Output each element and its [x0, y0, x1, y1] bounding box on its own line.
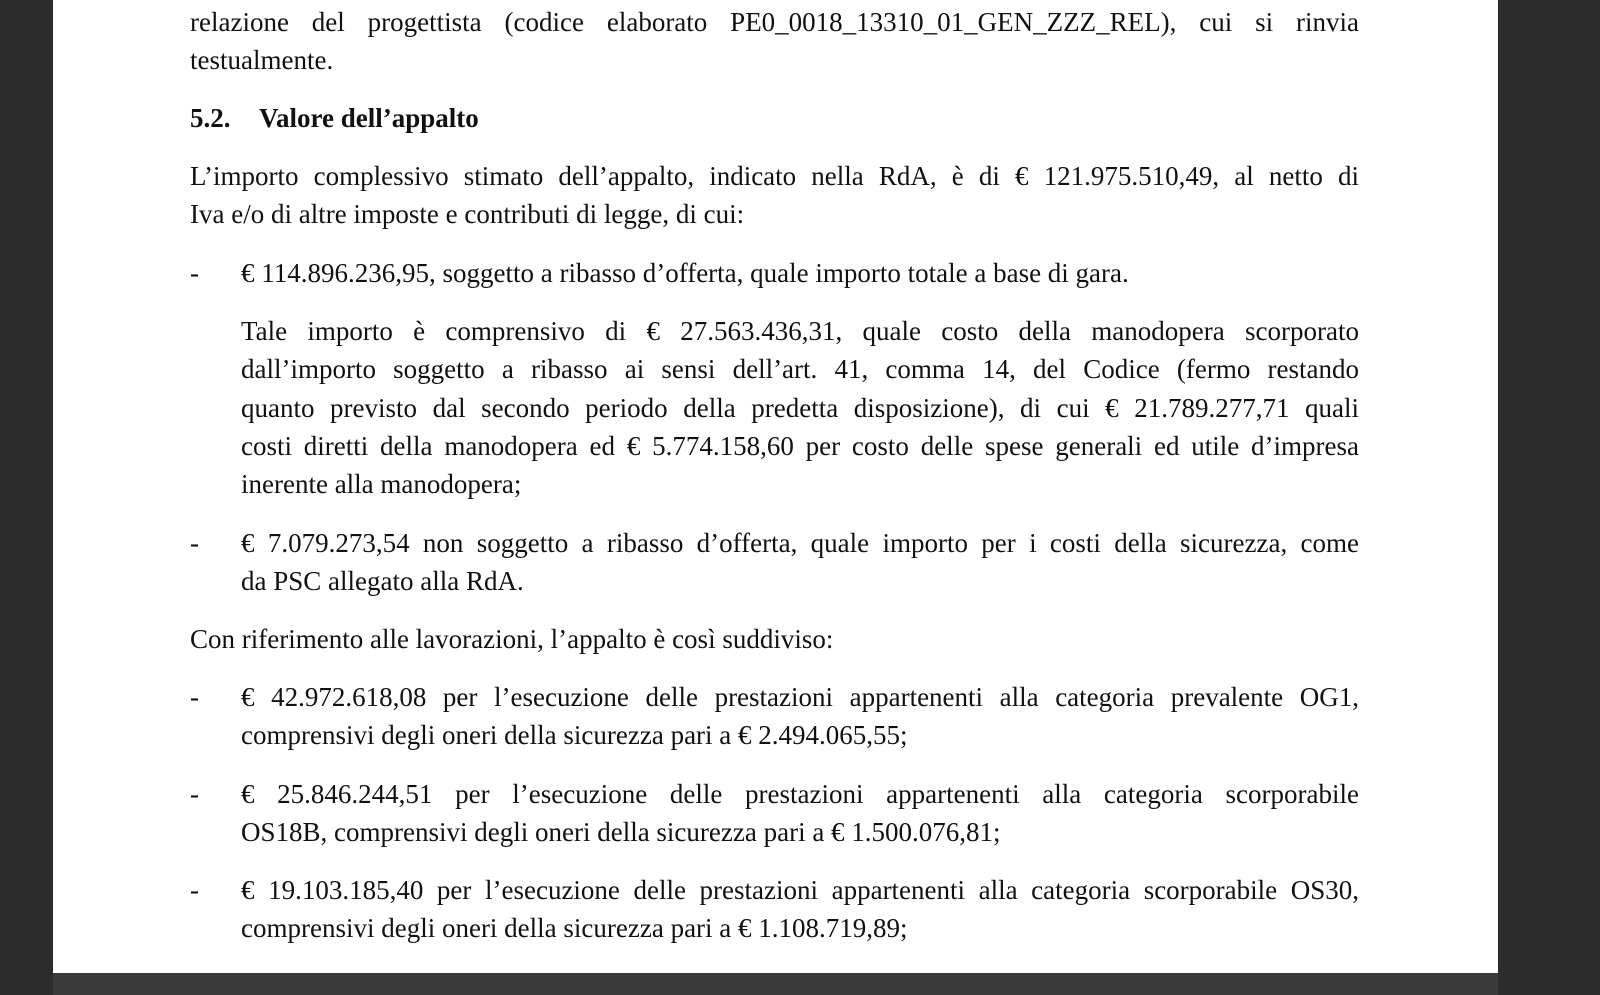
bullet-5-marker: -	[190, 875, 199, 905]
viewer-bottom-edge	[53, 973, 1498, 995]
viewer-left-margin	[0, 0, 53, 995]
intro-line-2: testualmente.	[190, 45, 334, 75]
section-title: Valore dell’appalto	[259, 103, 479, 133]
para1-line-1: L’importo complessivo stimato dell’appalto, indicato nella RdA, è di € 121.975.510,49, al netto di	[190, 161, 1359, 191]
bullet-1-sub-line-1: Tale importo è comprensivo di € 27.563.436,31, quale costo della manodopera scorporato	[241, 316, 1359, 346]
para1-line-2: Iva e/o di altre imposte e contributi di legge, di cui:	[190, 199, 745, 229]
bullet-1-sub-line-4: costi diretti della manodopera ed € 5.774.158,60 per costo delle spese generali ed utile d’impresa	[241, 431, 1359, 461]
bullet-2-line-2: da PSC allegato alla RdA.	[241, 566, 524, 596]
bullet-2-marker: -	[190, 528, 199, 558]
bullet-5-line-2: comprensivi degli oneri della sicurezza pari a € 1.108.719,89;	[241, 913, 908, 943]
bullet-3-line-1: € 42.972.618,08 per l’esecuzione delle prestazioni appartenenti alla categoria prevalente OG1,	[241, 682, 1359, 712]
bullet-4-line-2: OS18B, comprensivi degli oneri della sicurezza pari a € 1.500.076,81;	[241, 817, 1001, 847]
para2-line-1: Con riferimento alle lavorazioni, l’appalto è così suddiviso:	[190, 624, 834, 654]
bullet-3-marker: -	[190, 682, 199, 712]
bullet-4-marker: -	[190, 779, 199, 809]
bullet-1-sub-line-3: quanto previsto dal secondo periodo della predetta disposizione), di cui € 21.789.277,71 quali	[241, 393, 1359, 423]
document-page	[53, 0, 1498, 973]
bullet-4-line-1: € 25.846.244,51 per l’esecuzione delle prestazioni appartenenti alla categoria scorporabile	[241, 779, 1359, 809]
bullet-1-sub-line-2: dall’importo soggetto a ribasso ai sensi dell’art. 41, comma 14, del Codice (fermo restando	[241, 354, 1359, 384]
bullet-2-line-1: € 7.079.273,54 non soggetto a ribasso d’offerta, quale importo per i costi della sicurezza, come	[241, 528, 1359, 558]
intro-line-1: relazione del progettista (codice elaborato PE0_0018_13310_01_GEN_ZZZ_REL), cui si rinvia	[190, 7, 1359, 37]
bullet-1-sub-line-5: inerente alla manodopera;	[241, 469, 522, 499]
bullet-5-line-1: € 19.103.185,40 per l’esecuzione delle prestazioni appartenenti alla categoria scorporabile OS30,	[241, 875, 1359, 905]
bullet-1-marker: -	[190, 258, 199, 288]
section-number: 5.2.	[190, 103, 231, 133]
viewer-right-margin	[1498, 0, 1600, 995]
bullet-3-line-2: comprensivi degli oneri della sicurezza pari a € 2.494.065,55;	[241, 720, 908, 750]
bullet-1-line-1: € 114.896.236,95, soggetto a ribasso d’offerta, quale importo totale a base di gara.	[241, 258, 1129, 288]
